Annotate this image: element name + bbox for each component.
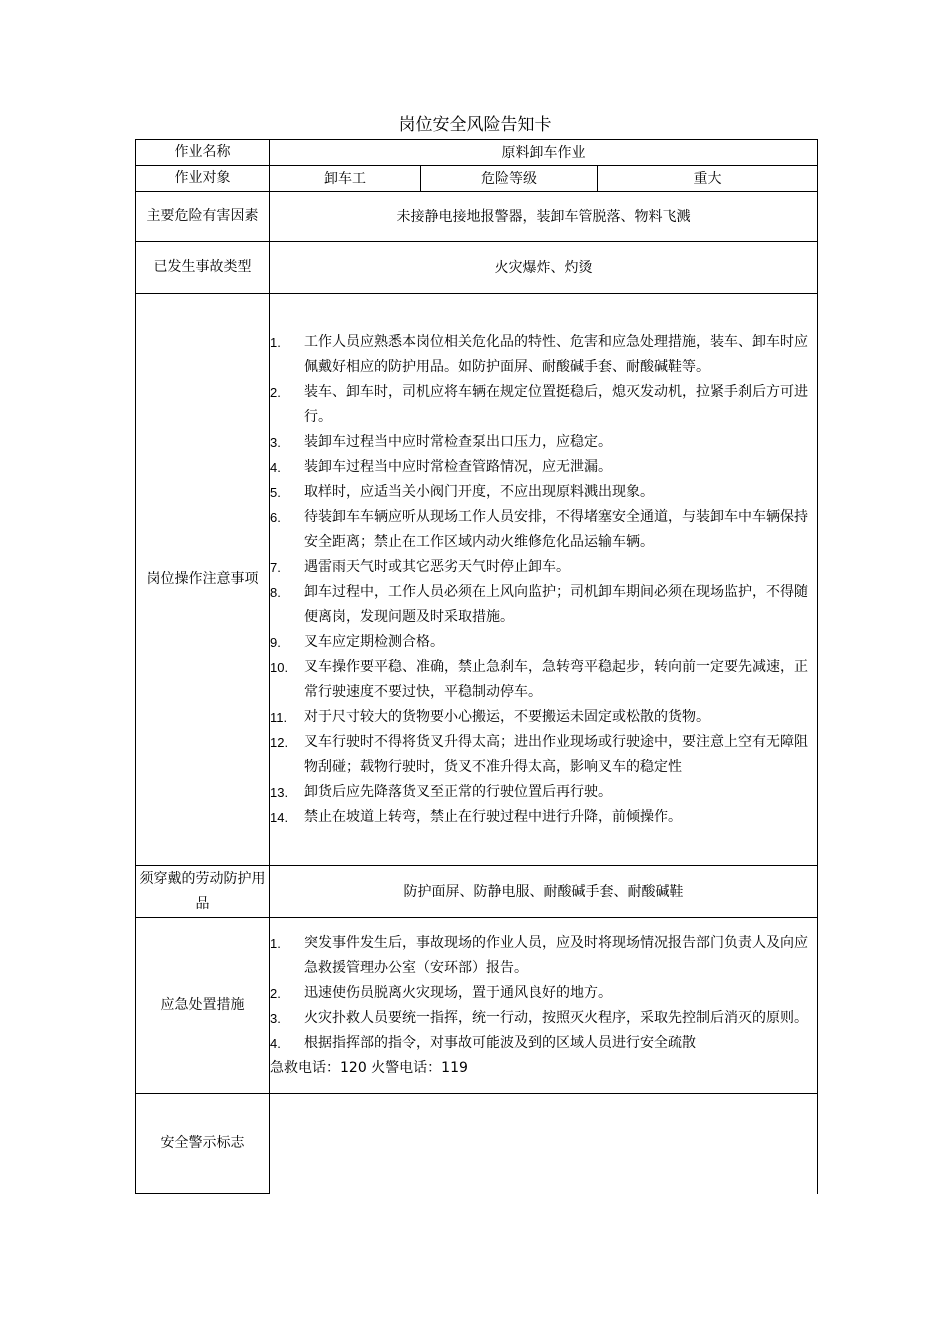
risk-level-label: 危险等级	[421, 166, 598, 192]
row-accidents	[136, 242, 818, 294]
job-object-value: 卸车工	[270, 166, 421, 192]
list-item: 10. 叉车操作要平稳、准确，禁止急刹车，急转弯平稳起步，转向前一定要先减速，正常行驶速度不要过快，平稳制动停车。	[270, 658, 808, 700]
list-item: 5. 取样时，应适当关小阀门开度，不应出现原料溅出现象。	[270, 483, 654, 500]
list-item: 7. 遇雷雨天气时或其它恶劣天气时停止卸车。	[270, 558, 570, 575]
card-title: 岗位安全风险告知卡	[398, 115, 552, 135]
list-item: 4. 装卸车过程当中应时常检查管路情况，应无泄漏。	[270, 458, 612, 475]
list-item: 4. 根据指挥部的指令，对事故可能波及到的区域人员进行安全疏散	[270, 1034, 696, 1051]
precautions-label: 岗位操作注意事项	[136, 294, 270, 866]
job-name-value: 原料卸车作业	[270, 140, 818, 166]
hazards-value: 未接静电接地报警器，装卸车管脱落、物料飞溅	[270, 192, 818, 242]
ppe-value: 防护面屏、防静电服、耐酸碱手套、耐酸碱鞋	[270, 866, 818, 918]
list-item: 9. 叉车应定期检测合格。	[270, 633, 444, 650]
signs-area	[270, 1094, 818, 1194]
row-job-name	[136, 140, 818, 166]
signs-label: 安全警示标志	[136, 1094, 270, 1194]
list-item: 12. 叉车行驶时不得将货叉升得太高；进出作业现场或行驶途中，要注意上空有无障阻物刮碰；载物行驶时，货叉不准升得太高，影响叉车的稳定性	[270, 733, 808, 775]
job-name-label: 作业名称	[136, 140, 270, 166]
risk-level-value: 重大	[598, 166, 818, 192]
list-item: 8. 卸车过程中，工作人员必须在上风向监护；司机卸车期间必须在现场监护，不得随便离岗，发现问题及时采取措施。	[270, 583, 808, 625]
list-item: 1. 突发事件发生后，事故现场的作业人员，应及时将现场情况报告部门负责人及向应急救援管理办公室（安环部）报告。	[270, 934, 808, 976]
list-item: 11. 对于尺寸较大的货物要小心搬运，不要搬运未固定或松散的货物。	[270, 708, 710, 725]
list-item: 6. 待装卸车车辆应听从现场工作人员安排，不得堵塞安全通道，与装卸车中车辆保持安全距离；禁止在工作区域内动火维修危化品运输车辆。	[270, 508, 808, 550]
precautions-list	[270, 294, 818, 866]
list-item: 3. 火灾扑救人员要统一指挥，统一行动，按照灭火程序，采取先控制后消灭的原则。	[270, 1009, 808, 1026]
list-item: 3. 装卸车过程当中应时常检查泵出口压力，应稳定。	[270, 433, 612, 450]
ppe-label: 须穿戴的劳动防护用品	[136, 866, 270, 918]
row-precautions	[136, 294, 818, 866]
job-object-label: 作业对象	[136, 166, 270, 192]
list-item: 1. 工作人员应熟悉本岗位相关危化品的特性、危害和应急处理措施，装车、卸车时应佩戴好相应的防护用品。如防护面屏、耐酸碱手套、耐酸碱鞋等。	[270, 333, 808, 375]
row-hazards	[136, 192, 818, 242]
list-item: 14. 禁止在坡道上转弯，禁止在行驶过程中进行升降，前倾操作。	[270, 808, 682, 825]
risk-card-table	[135, 139, 818, 1194]
row-ppe	[136, 866, 818, 918]
row-job-object	[136, 166, 818, 192]
hazards-label: 主要危险有害因素	[136, 192, 270, 242]
row-emergency	[136, 918, 818, 1094]
emergency-list	[270, 918, 818, 1094]
list-item: 13. 卸货后应先降落货叉至正常的行驶位置后再行驶。	[270, 783, 612, 800]
emergency-phone: 急救电话：120 火警电话：119	[270, 1059, 468, 1076]
emergency-label: 应急处置措施	[136, 918, 270, 1094]
accidents-value: 火灾爆炸、灼烫	[270, 242, 818, 294]
accidents-label: 已发生事故类型	[136, 242, 270, 294]
list-item: 2. 装车、卸车时，司机应将车辆在规定位置挺稳后，熄灭发动机，拉紧手刹后方可进行。	[270, 383, 808, 425]
row-signs	[136, 1094, 818, 1194]
list-item: 2. 迅速使伤员脱离火灾现场，置于通风良好的地方。	[270, 984, 612, 1001]
